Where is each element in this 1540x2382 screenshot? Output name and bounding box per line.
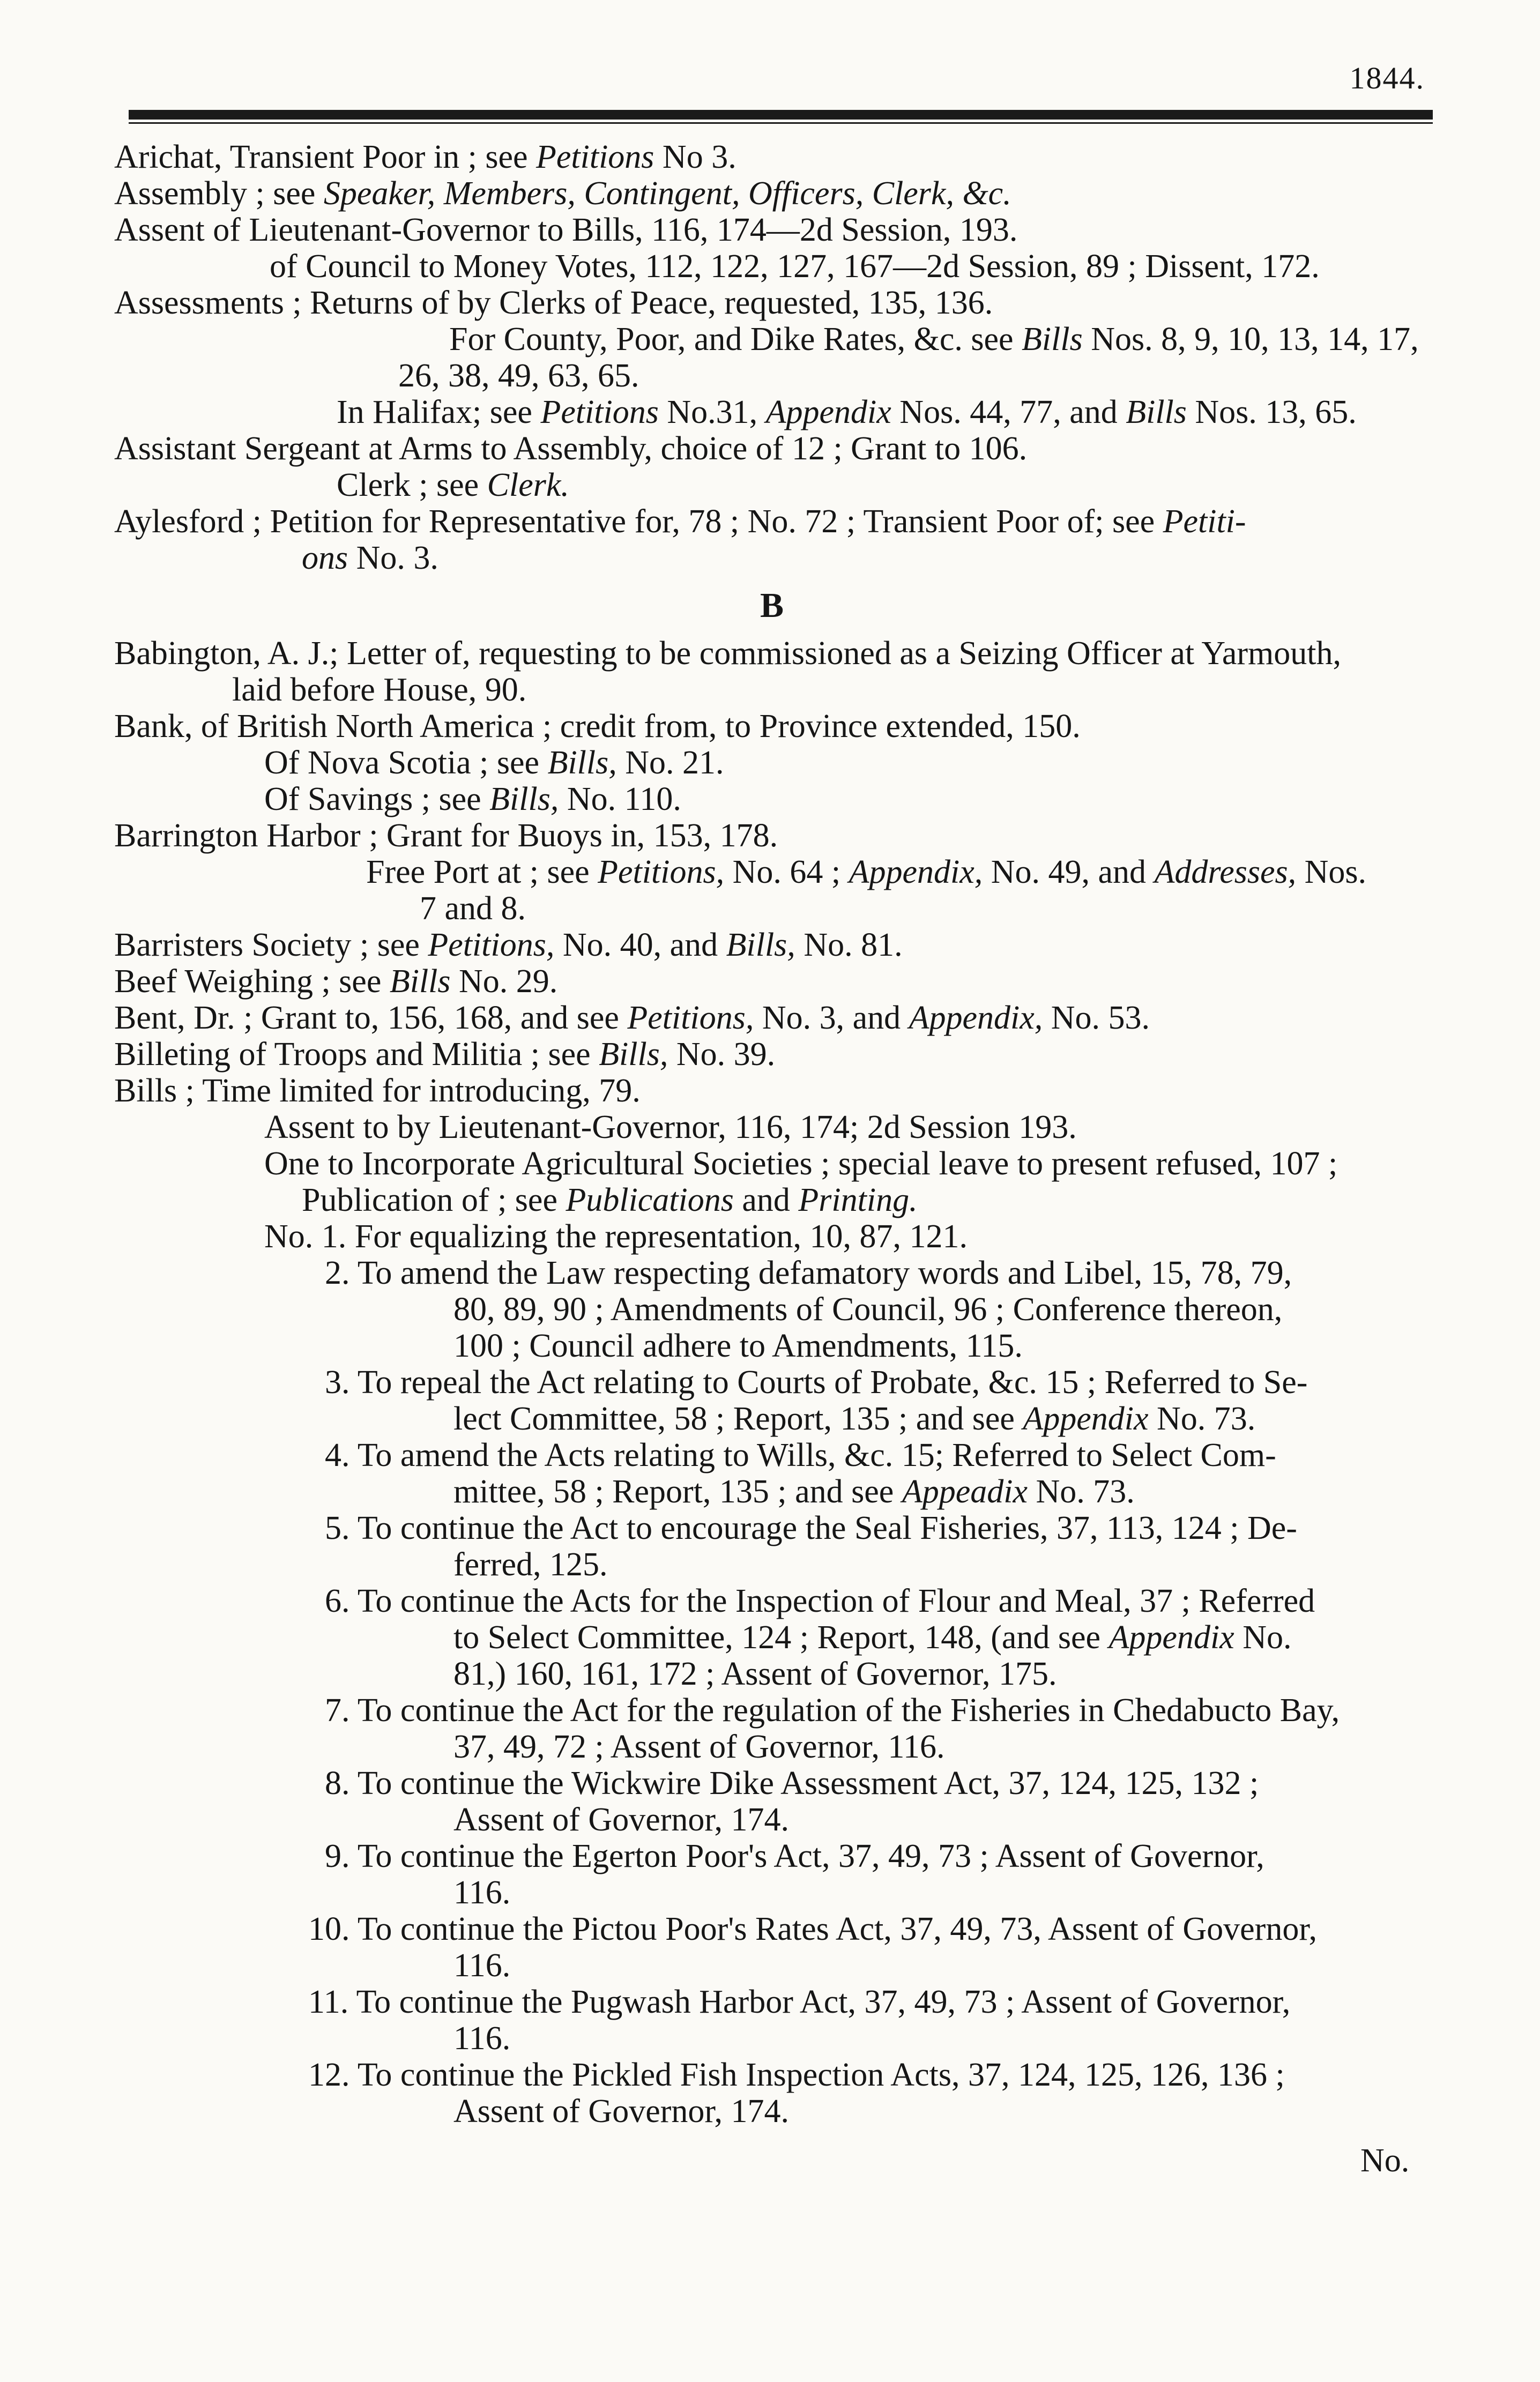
index-line: Of Nova Scotia ; see Bills, No. 21. [264, 745, 724, 781]
index-line: Of Savings ; see Bills, No. 110. [264, 781, 681, 817]
index-line: 37, 49, 72 ; Assent of Governor, 116. [453, 1729, 945, 1765]
index-line: Bills ; Time limited for introducing, 79. [114, 1073, 641, 1109]
index-line: 116. [453, 2020, 511, 2057]
catchword: No. [1360, 2142, 1410, 2179]
index-line: ons No. 3. [302, 540, 438, 576]
index-line: For County, Poor, and Dike Rates, &c. see Bills Nos. 8, 9, 10, 13, 14, 17, [449, 321, 1419, 358]
index-line: 8. To continue the Wickwire Dike Assessment Act, 37, 124, 125, 132 ; [325, 1765, 1259, 1802]
index-line: 7 and 8. [420, 890, 526, 927]
index-line: Bank, of British North America ; credit from, to Province extended, 150. [114, 708, 1081, 745]
index-line: lect Committee, 58 ; Report, 135 ; and see Appendix No. 73. [453, 1401, 1256, 1437]
index-line: Bent, Dr. ; Grant to, 156, 168, and see Petitions, No. 3, and Appendix, No. 53. [114, 1000, 1150, 1036]
index-line: Assent of Governor, 174. [453, 1802, 790, 1838]
index-line: Assessments ; Returns of by Clerks of Peace, requested, 135, 136. [114, 285, 993, 321]
index-line: Beef Weighing ; see Bills No. 29. [114, 963, 558, 1000]
index-line: 80, 89, 90 ; Amendments of Council, 96 ; Conference thereon, [453, 1291, 1283, 1328]
index-line: to Select Committee, 124 ; Report, 148, (and see Appendix No. [453, 1619, 1292, 1656]
index-line: Clerk ; see Clerk. [337, 467, 569, 503]
index-line: 2. To amend the Law respecting defamatory words and Libel, 15, 78, 79, [325, 1255, 1292, 1291]
index-line: One to Incorporate Agricultural Societies ; special leave to present refused, 107 ; [264, 1145, 1338, 1182]
index-line: 9. To continue the Egerton Poor's Act, 37, 49, 73 ; Assent of Governor, [325, 1838, 1264, 1874]
index-line: Babington, A. J.; Letter of, requesting to be commissioned as a Seizing Officer at Yarmouth, [114, 635, 1342, 672]
index-line: ferred, 125. [453, 1546, 608, 1583]
index-line: 10. To continue the Pictou Poor's Rates Act, 37, 49, 73, Assent of Governor, [308, 1911, 1317, 1947]
section-letter: B [760, 586, 784, 625]
index-line: No. 1. For equalizing the representation, 10, 87, 121. [264, 1218, 968, 1255]
index-line: laid before House, 90. [232, 672, 527, 708]
index-line: 100 ; Council adhere to Amendments, 115. [453, 1328, 1023, 1364]
page-year: 1844. [1349, 61, 1425, 95]
index-line: 26, 38, 49, 63, 65. [398, 358, 639, 394]
index-line: 116. [453, 1947, 511, 1984]
index-line: Free Port at ; see Petitions, No. 64 ; Appendix, No. 49, and Addresses, Nos. [366, 854, 1367, 890]
index-line: 6. To continue the Acts for the Inspection of Flour and Meal, 37 ; Referred [325, 1583, 1315, 1619]
index-line: Barristers Society ; see Petitions, No. 40, and Bills, No. 81. [114, 927, 903, 963]
index-line: Aylesford ; Petition for Representative for, 78 ; No. 72 ; Transient Poor of; see Petiti- [114, 503, 1246, 540]
index-line: 11. To continue the Pugwash Harbor Act, 37, 49, 73 ; Assent of Governor, [308, 1984, 1291, 2020]
index-line: Arichat, Transient Poor in ; see Petitions No 3. [114, 139, 736, 175]
index-line: Assent to by Lieutenant-Governor, 116, 174; 2d Session 193. [264, 1109, 1077, 1145]
index-line: mittee, 58 ; Report, 135 ; and see Appeadix No. 73. [453, 1473, 1135, 1510]
index-line: 4. To amend the Acts relating to Wills, &c. 15; Referred to Select Com- [325, 1437, 1276, 1473]
index-line: 116. [453, 1874, 511, 1911]
index-line: Billeting of Troops and Militia ; see Bills, No. 39. [114, 1036, 776, 1073]
index-line: Assembly ; see Speaker, Members, Contingent, Officers, Clerk, &c. [114, 175, 1011, 212]
index-line: Assistant Sergeant at Arms to Assembly, choice of 12 ; Grant to 106. [114, 430, 1028, 467]
index-line: 12. To continue the Pickled Fish Inspection Acts, 37, 124, 125, 126, 136 ; [308, 2057, 1285, 2093]
index-line: of Council to Money Votes, 112, 122, 127, 167—2d Session, 89 ; Dissent, 172. [270, 248, 1320, 285]
index-line: Assent of Governor, 174. [453, 2093, 790, 2130]
header-rule [129, 110, 1433, 120]
index-line: 7. To continue the Act for the regulation of the Fisheries in Chedabucto Bay, [325, 1692, 1340, 1729]
index-line: In Halifax; see Petitions No.31, Appendix Nos. 44, 77, and Bills Nos. 13, 65. [337, 394, 1357, 430]
index-line: Publication of ; see Publications and Printing. [302, 1182, 918, 1218]
index-line: 5. To continue the Act to encourage the Seal Fisheries, 37, 113, 124 ; De- [325, 1510, 1297, 1546]
index-line: 81,) 160, 161, 172 ; Assent of Governor, 175. [453, 1656, 1057, 1692]
index-line: Assent of Lieutenant-Governor to Bills, 116, 174—2d Session, 193. [114, 212, 1018, 248]
index-line: Barrington Harbor ; Grant for Buoys in, 153, 178. [114, 817, 778, 854]
index-line: 3. To repeal the Act relating to Courts of Probate, &c. 15 ; Referred to Se- [325, 1364, 1308, 1401]
